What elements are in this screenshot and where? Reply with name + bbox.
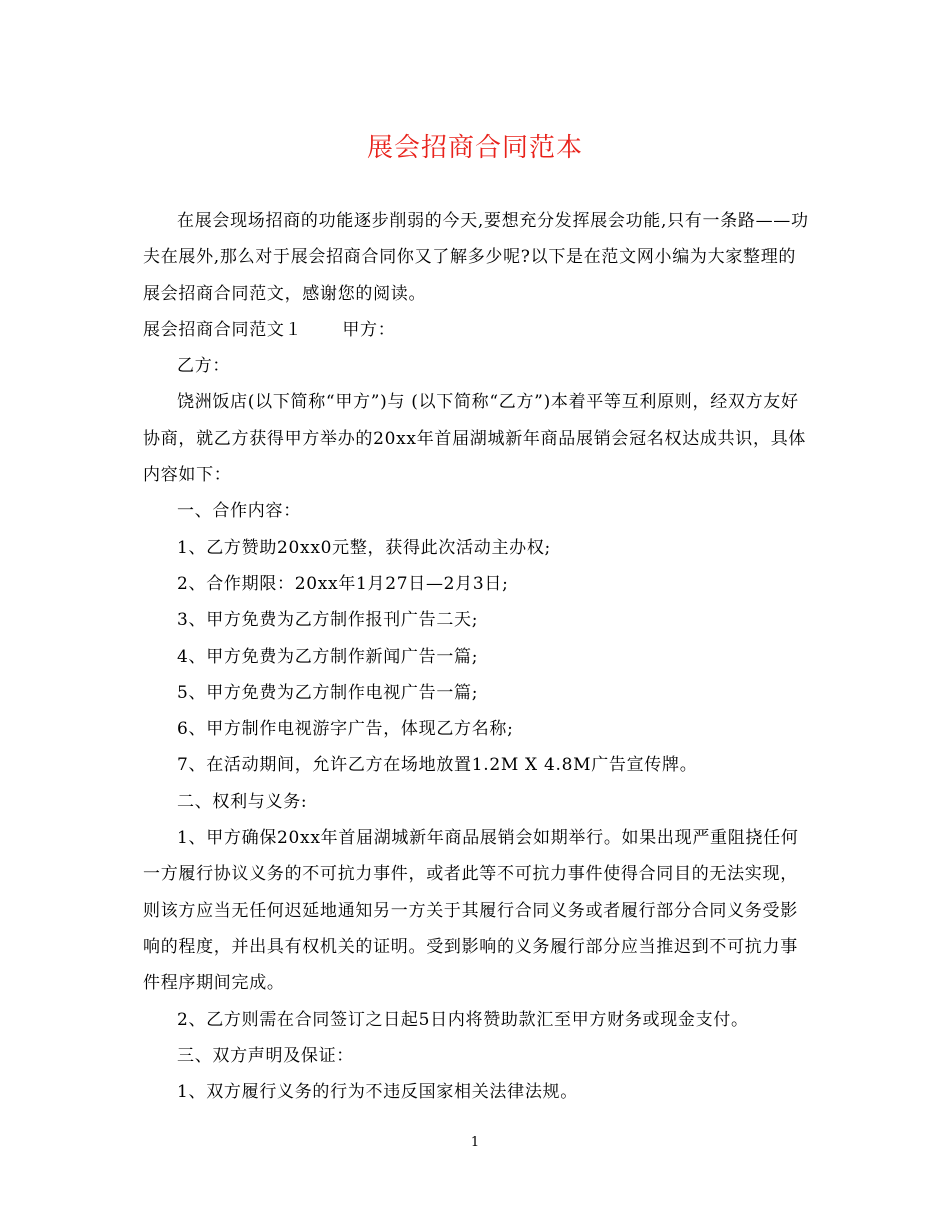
intro-paragraph: 在展会现场招商的功能逐步削弱的今天,要想充分发挥展会功能,只有一条路——功夫在展外,那么对于展会招商合同你又了解多少呢?以下是在范文网小编为大家整理的展会招商合同范文，感谢您的阅读。: [143, 211, 809, 304]
party-a-label: 甲方：: [342, 319, 396, 340]
section-3-title: 三、双方声明及保证：: [177, 1045, 354, 1066]
sample-heading-line: [143, 312, 813, 348]
document-title: 展会招商合同范本: [366, 133, 583, 163]
section-2-item: 2、乙方则需在合同签订之日起5日内将赞助款汇至甲方财务或现金支付。: [177, 1009, 749, 1030]
preamble-paragraph: 饶洲饭店(以下简称“甲方”)与 (以下简称“乙方”)本着平等互利原则，经双方友好协商，就乙方获得甲方举办的20xx年首届湖城新年商品展销会冠名权达成共识，具体内容如下：: [143, 392, 807, 486]
section-1-item: 6、甲方制作电视游字广告，体现乙方名称;: [177, 719, 514, 740]
page-number: 1: [470, 1135, 480, 1150]
section-1-item: 2、合作期限：20xx年1月27日—2月3日;: [177, 573, 509, 594]
section-1-item: 1、乙方赞助20xx0元整，获得此次活动主办权;: [177, 537, 551, 558]
section-3-item: 1、双方履行义务的行为不违反国家相关法律法规。: [177, 1082, 578, 1103]
section-1-item: 4、甲方免费为乙方制作新闻广告一篇;: [177, 646, 479, 667]
section-2-item: 1、甲方确保20xx年首届湖城新年商品展销会如期举行。如果出现严重阻挠任何一方履行协议义务的不可抗力事件，或者此等不可抗力事件使得合同目的无法实现，则该方应当无任何迟延地通知另一方关于其履行合同义务或者履行部分合同义务受影响的程度，并出具有权机关的证明。受到影响的义务履行部分应当推迟到不可抗力事件程序期间完成。: [143, 828, 799, 994]
section-2-title: 二、权利与义务:: [177, 791, 308, 812]
section-1-item: 7、在活动期间，允许乙方在场地放置1.2M X 4.8M广告宣传牌。: [177, 755, 698, 776]
party-b-label: 乙方：: [177, 356, 231, 377]
document-body: [143, 203, 813, 1110]
sample-heading: 展会招商合同范文１: [143, 319, 303, 340]
section-1-item: 3、甲方免费为乙方制作报刊广告二天;: [177, 610, 479, 631]
section-1-item: 5、甲方免费为乙方制作电视广告一篇;: [177, 682, 479, 703]
section-1-title: 一、合作内容：: [177, 501, 301, 522]
